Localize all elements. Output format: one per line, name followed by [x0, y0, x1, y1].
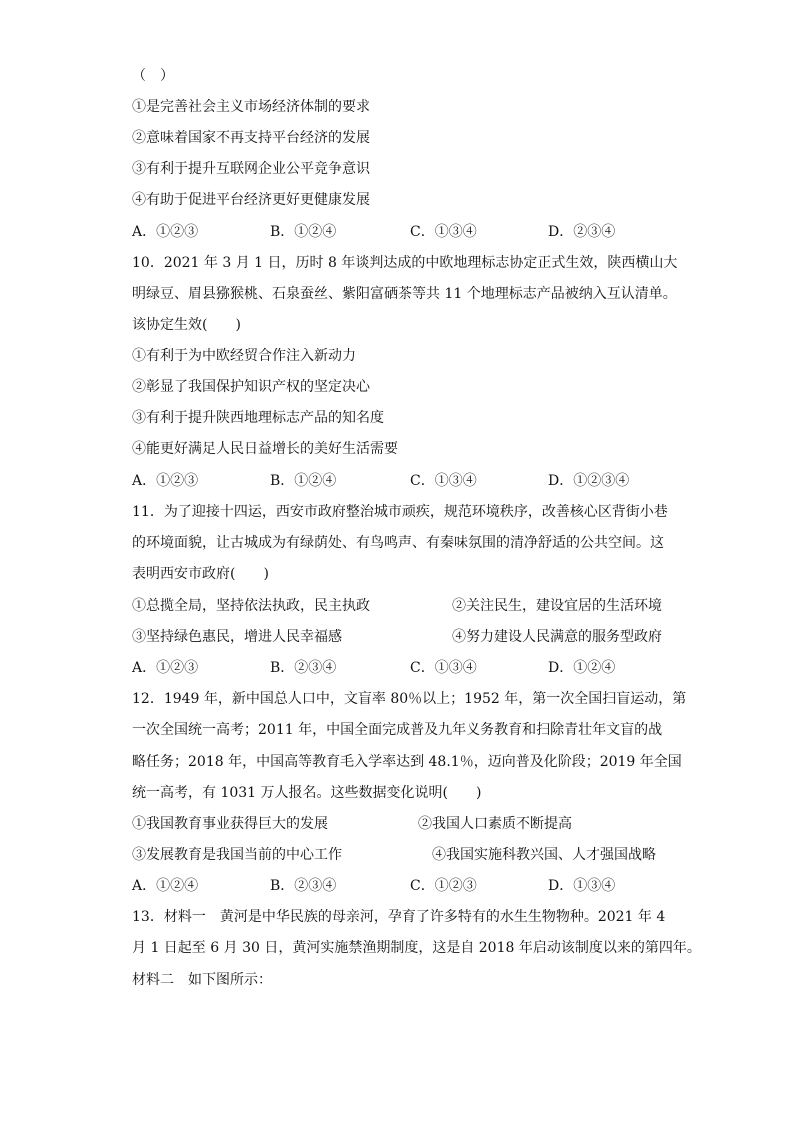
- q13-stem-line-3: 材料二 如下图所示：: [132, 972, 272, 988]
- q9-option-a: A．①②③: [132, 224, 199, 240]
- q11-option-c: C．①③④: [410, 660, 477, 676]
- q11-option-b: B．②③④: [270, 660, 337, 676]
- q13-stem-line-2: 月 1 日起至 6 月 30 日，黄河实施禁渔期制度，这是自 2018 年启动该制度以来的第四年。: [132, 940, 701, 956]
- q11-stem-line-1: 11．为了迎接十四运，西安市政府整治城市顽疾，规范环境秩序，改善核心区背街小巷: [132, 504, 668, 520]
- q12-item-2: ②我国人口素质不断提高: [418, 816, 572, 832]
- q12-item-1: ①我国教育事业获得巨大的发展: [132, 816, 328, 832]
- q11-option-d: D．①②④: [548, 660, 616, 676]
- q12-option-c: C．①②③: [410, 878, 477, 894]
- q11-item-3: ③坚持绿色惠民，增进人民幸福感: [132, 629, 342, 645]
- q9-option-d: D．②③④: [548, 224, 616, 240]
- q10-item-4: ④能更好满足人民日益增长的美好生活需要: [132, 441, 398, 457]
- q12-stem-line-3: 略任务；2018 年，中国高等教育毛入学率达到 48.1％，迈向普及化阶段；2019 年全国: [132, 754, 682, 770]
- q9-paren: （ ）: [132, 68, 174, 84]
- q9-item-2: ②意味着国家不再支持平台经济的发展: [132, 130, 370, 146]
- q11-item-4: ④努力建设人民满意的服务型政府: [452, 629, 662, 645]
- q12-stem-line-1: 12．1949 年，新中国总人口中，文盲率 80％以上；1952 年，第一次全国扫盲运动，第: [132, 691, 687, 707]
- q13-stem-line-1: 13．材料一 黄河是中华民族的母亲河，孕育了许多特有的水生生物物种。2021 年 4: [132, 909, 666, 925]
- q10-option-a: A．①②③: [132, 473, 199, 489]
- q12-item-4: ④我国实施科教兴国、人才强国战略: [432, 847, 656, 863]
- q11-item-2: ②关注民生，建设宜居的生活环境: [452, 598, 662, 614]
- q11-option-a: A．①②③: [132, 660, 199, 676]
- q12-item-3: ③发展教育是我国当前的中心工作: [132, 847, 342, 863]
- q12-stem-line-4: 统一高考，有 1031 万人报名。这些数据变化说明( ): [132, 785, 482, 801]
- q11-stem-line-2: 的环境面貌，让古城成为有绿荫处、有鸟鸣声、有秦味氛围的清净舒适的公共空间。这: [132, 535, 664, 551]
- q12-stem-line-2: 一次全国统一高考；2011 年，中国全面完成普及九年义务教育和扫除青壮年文盲的战: [132, 722, 663, 738]
- q10-option-d: D．①②③④: [548, 473, 630, 489]
- q11-stem-line-3: 表明西安市政府( ): [132, 566, 269, 582]
- q9-option-b: B．①②④: [270, 224, 337, 240]
- q12-option-a: A．①②④: [132, 878, 199, 894]
- q10-item-2: ②彰显了我国保护知识产权的坚定决心: [132, 379, 370, 395]
- q10-item-3: ③有利于提升陕西地理标志产品的知名度: [132, 410, 384, 426]
- q10-item-1: ①有利于为中欧经贸合作注入新动力: [132, 348, 356, 364]
- q12-option-b: B．②③④: [270, 878, 337, 894]
- q9-option-c: C．①③④: [410, 224, 477, 240]
- q12-option-d: D．①③④: [548, 878, 616, 894]
- q9-item-1: ①是完善社会主义市场经济体制的要求: [132, 99, 370, 115]
- q9-item-3: ③有利于提升互联网企业公平竞争意识: [132, 161, 370, 177]
- q10-option-c: C．①③④: [410, 473, 477, 489]
- q9-item-4: ④有助于促进平台经济更好更健康发展: [132, 192, 370, 208]
- q10-option-b: B．①②④: [270, 473, 337, 489]
- q10-stem-line-2: 明绿豆、眉县猕猴桃、石泉蚕丝、紫阳富硒茶等共 11 个地理标志产品被纳入互认清单。: [132, 286, 677, 302]
- q10-stem-line-1: 10．2021 年 3 月 1 日，历时 8 年谈判达成的中欧地理标志协定正式生效，陕西横山大: [132, 255, 678, 271]
- q11-item-1: ①总揽全局，坚持依法执政，民主执政: [132, 598, 370, 614]
- q10-stem-line-3: 该协定生效( ): [132, 317, 241, 333]
